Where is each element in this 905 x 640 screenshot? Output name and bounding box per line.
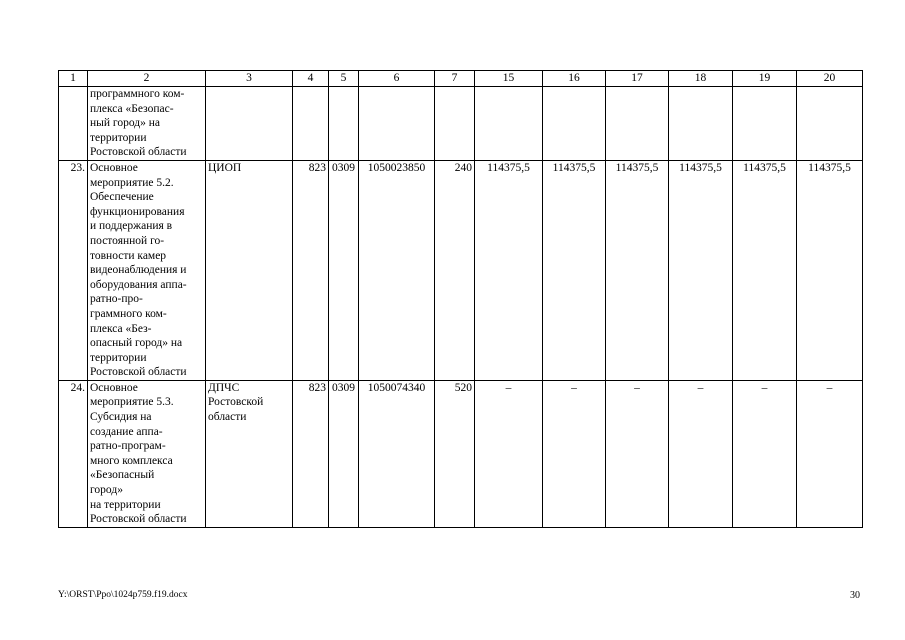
activity-name-line: оборудования аппа- [90,278,187,291]
year-value-cell: – [543,380,606,527]
vr-cell: 520 [435,380,475,527]
budget-table [58,70,863,528]
grbs-cell [293,87,329,161]
rzpr-cell: 0309 [329,380,359,527]
executor-cell [206,160,293,380]
activity-name-line: мероприятие 5.3. [90,396,174,409]
activity-name-cell [88,160,206,380]
column-header: 19 [733,71,797,87]
activity-name-line: город» [90,484,123,497]
vr-cell: 240 [435,160,475,380]
activity-name-line: Субсидия на [90,411,152,424]
year-value-cell: 114375,5 [606,160,669,380]
activity-name-line: «Безопасный [90,469,155,482]
activity-name-line: плекса «Без- [90,322,152,335]
year-value-cell [797,87,863,161]
activity-name-line: опасный город» на [90,337,183,350]
activity-name-line: Ростовской области [90,366,187,379]
year-value-cell [669,87,733,161]
activity-name-line: Ростовской области [90,146,187,159]
table-row [59,160,863,380]
year-value-cell: 114375,5 [475,160,543,380]
activity-name-line: постоянной го- [90,234,165,247]
year-value-cell: 114375,5 [797,160,863,380]
grbs-cell: 823 [293,160,329,380]
year-value-cell [606,87,669,161]
activity-name-line: товности камер [90,249,167,262]
column-header: 1 [59,71,88,87]
page-number: 30 [850,590,860,601]
executor-line: области [208,411,247,424]
rzpr-cell: 0309 [329,160,359,380]
activity-name-line: на территории [90,498,161,511]
csr-cell [359,87,435,161]
activity-name-line: ный город» на [90,117,160,130]
year-value-cell [475,87,543,161]
activity-name-line: Основное [90,161,138,174]
column-header: 7 [435,71,475,87]
year-value-cell: 114375,5 [733,160,797,380]
activity-name-line: создание аппа- [90,425,163,438]
activity-name-line: много комплекса [90,454,173,467]
row-number-cell [59,87,88,161]
activity-name-line: Основное [90,381,138,394]
column-number-row [59,71,863,87]
year-value-cell: 114375,5 [669,160,733,380]
column-header: 5 [329,71,359,87]
year-value-cell: – [797,380,863,527]
footer-file-path: Y:\ORST\Ppo\1024p759.f19.docx [58,590,188,600]
column-header: 3 [206,71,293,87]
column-header: 15 [475,71,543,87]
activity-name-line: функционирования [90,205,185,218]
executor-cell [206,380,293,527]
activity-name-cell [88,87,206,161]
column-header: 20 [797,71,863,87]
row-number-cell: 24. [59,380,88,527]
column-header: 2 [88,71,206,87]
executor-line: ЦИОП [208,161,242,174]
column-header: 16 [543,71,606,87]
executor-line: ДПЧС [208,381,240,394]
year-value-cell [733,87,797,161]
activity-name-line: и поддержания в [90,220,173,233]
table-body [59,71,863,528]
year-value-cell [543,87,606,161]
csr-cell: 1050023850 [359,160,435,380]
activity-name-line: граммного ком- [90,307,167,320]
csr-cell: 1050074340 [359,380,435,527]
activity-name-cell [88,380,206,527]
activity-name-line: ратно-програм- [90,440,166,453]
activity-name-line: Обеспечение [90,191,154,204]
column-header: 6 [359,71,435,87]
column-header: 4 [293,71,329,87]
year-value-cell: – [733,380,797,527]
activity-name-line: мероприятие 5.2. [90,176,174,189]
executor-line: Ростовской [208,396,264,409]
executor-cell [206,87,293,161]
activity-name-line: территории [90,131,147,144]
year-value-cell: 114375,5 [543,160,606,380]
year-value-cell: – [669,380,733,527]
activity-name-line: территории [90,351,147,364]
column-header: 17 [606,71,669,87]
rzpr-cell [329,87,359,161]
table-row [59,87,863,161]
activity-name-line: ратно-про- [90,293,143,306]
column-header: 18 [669,71,733,87]
grbs-cell: 823 [293,380,329,527]
activity-name-line: видеонаблюдения и [90,264,187,277]
activity-name-line: Ростовской области [90,513,187,526]
table-row [59,380,863,527]
activity-name-line: плекса «Безопас- [90,102,174,115]
vr-cell [435,87,475,161]
activity-name-line: программного ком- [90,88,185,100]
year-value-cell: – [475,380,543,527]
row-number-cell: 23. [59,160,88,380]
year-value-cell: – [606,380,669,527]
